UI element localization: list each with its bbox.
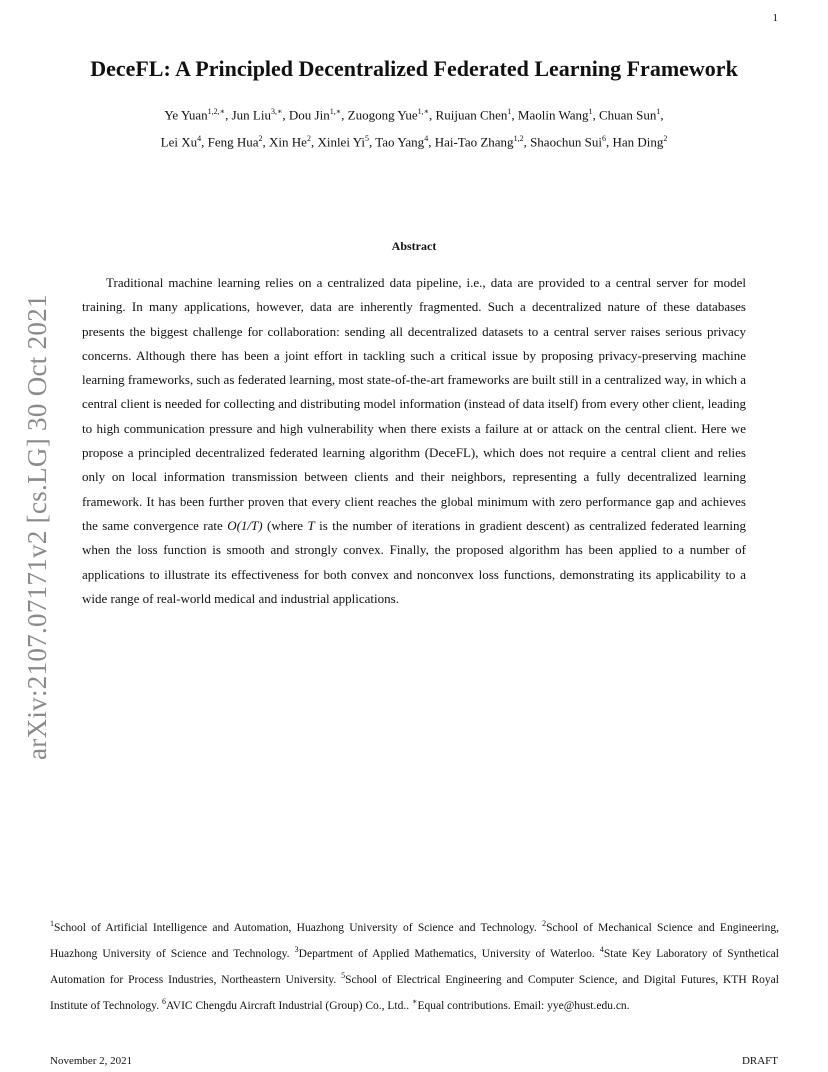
affiliation-footnotes [50,913,779,1018]
affiliation-marker: 1 [50,919,54,928]
author-affiliation-marker: 1 [656,107,661,116]
author-affiliation-marker: 1,∗ [417,107,430,116]
affiliation-text: Department of Applied Mathematics, University of Waterloo. [298,947,600,960]
author-name: Xin He [269,134,307,150]
author-name: Maolin Wang [517,107,589,123]
footer-draft-label: DRAFT [741,1055,778,1067]
author-affiliation-marker: 2 [663,134,668,144]
affiliation-text: School of Mechanical Science and Engineering, Huazhong University of Science and Technology. [50,921,779,960]
author-affiliation-marker: 1 [588,107,593,116]
author-affiliation-marker: 5 [364,134,369,144]
affiliation-text: Equal contributions. Email: yye@hust.edu.cn. [417,1000,630,1013]
abstract-body [82,271,746,611]
author-separator: , [660,107,664,123]
affiliation-marker: 2 [542,919,547,928]
author-separator: , [592,107,599,123]
author-affiliation-marker: 2 [258,134,263,144]
author-line-2 [60,127,768,154]
arxiv-identifier-stamp[interactable]: arXiv:2107.07171v2 [cs.LG] 30 Oct 2021 [22,294,52,760]
author-name: Han Ding [612,134,664,150]
abstract-text-part3: is the number of iterations in gradient descent) as centralized federated learning when the loss function is smooth and strongly convex. Finally, the proposed algorithm has been applied to a number of applications to illustrate its effectiveness for both convex and nonconvex loss functions, demonstrating its applicability to a wide range of real-world medical and industrial applications. [82,517,746,606]
affiliation-text: State Key Laboratory of Synthetical Automation for Process Industries, Northeastern University. [50,947,779,987]
affiliation-marker: 6 [161,997,166,1007]
author-name: Ruijuan Chen [435,107,508,123]
author-separator: , [511,107,518,123]
author-separator: , [368,134,376,150]
affiliation-marker: 5 [341,971,346,981]
author-affiliation-marker: 1,∗ [329,107,342,116]
author-affiliation-marker: 4 [424,134,429,144]
convergence-rate: O(1/T) [227,517,263,533]
affiliation-text: School of Artificial Intelligence and Automation, Huazhong University of Science and Technology. [54,921,543,934]
author-separator: , [225,107,232,123]
author-affiliation-marker: 4 [197,134,202,144]
affiliation-marker: ∗ [412,997,418,1007]
author-separator: , [310,134,318,150]
author-name: Tao Yang [375,134,425,150]
affiliation-text: AVIC Chengdu Aircraft Industrial (Group) Co., Ltd.. [165,1000,412,1013]
footer-date: November 2, 2021 [50,1055,133,1067]
author-name: Xinlei Yi [317,134,365,150]
author-name: Zuogong Yue [347,107,418,123]
abstract-text-part1: Traditional machine learning relies on a centralized data pipeline, i.e., data are provided to a central server for model training. In many applications, however, data are inherently fragmented. Such a decentralized nature of these databases presents the biggest challenge for collaboration: sending all decentralized datasets to a central server raises serious privacy concerns. Although there has been a joint effort in tackling such a critical issue by proposing privacy-preserving machine learning frameworks, such as federated learning, most state-of-the-art frameworks are built still in a centralized way, in which a central client is needed for collecting and distributing model information (instead of data itself) from every other client, leading to high communication pressure and high vulnerability when there exists a failure at or attack on the central client. Here we propose a principled decentralized federated learning algorithm (DeceFL), which does not require a central client and relies only on local information transmission between clients and their neighbors, representing a fully decentralized learning framework. It has been further proven that every client reaches the global minimum with zero performance gap and achieves the same convergence rate [82,275,746,533]
author-affiliation-marker: 1 [507,107,512,116]
abstract-heading: Abstract [391,239,437,253]
affiliation-marker: 3 [294,945,299,955]
author-affiliation-marker: 3,∗ [270,107,283,116]
author-name: Lei Xu [160,134,198,150]
author-name: Dou Jin [288,107,330,123]
author-line-1 [60,100,768,127]
paper-title: DeceFL: A Principled Decentralized Federated Learning Framework [90,56,738,81]
author-separator: , [262,134,270,150]
author-name: Ye Yuan [164,107,208,123]
author-affiliation-marker: 2 [306,134,311,144]
author-name: Jun Liu [231,107,271,123]
author-name: Chuan Sun [598,107,657,123]
author-affiliation-marker: 1,2 [513,134,524,144]
author-separator: , [282,107,289,123]
author-name: Feng Hua [207,134,259,150]
author-list [60,100,768,155]
author-separator: , [428,134,435,150]
affiliation-marker: 4 [599,945,604,955]
author-name: Hai-Tao Zhang [434,134,514,150]
abstract-text-part2: (where [262,517,308,533]
affiliation-text: School of Electrical Engineering and Computer Science, and Digital Futures, KTH Royal Institute of Technology. [50,974,779,1013]
iteration-symbol: T [307,517,315,533]
author-separator: , [523,134,531,150]
page-number: 1 [772,12,778,24]
author-separator: , [201,134,208,150]
author-separator: , [341,107,348,123]
author-name: Shaochun Sui [530,134,602,150]
author-affiliation-marker: 1,2,∗ [207,107,226,116]
author-separator: , [429,107,436,123]
author-affiliation-marker: 6 [601,134,606,144]
author-separator: , [605,134,613,150]
